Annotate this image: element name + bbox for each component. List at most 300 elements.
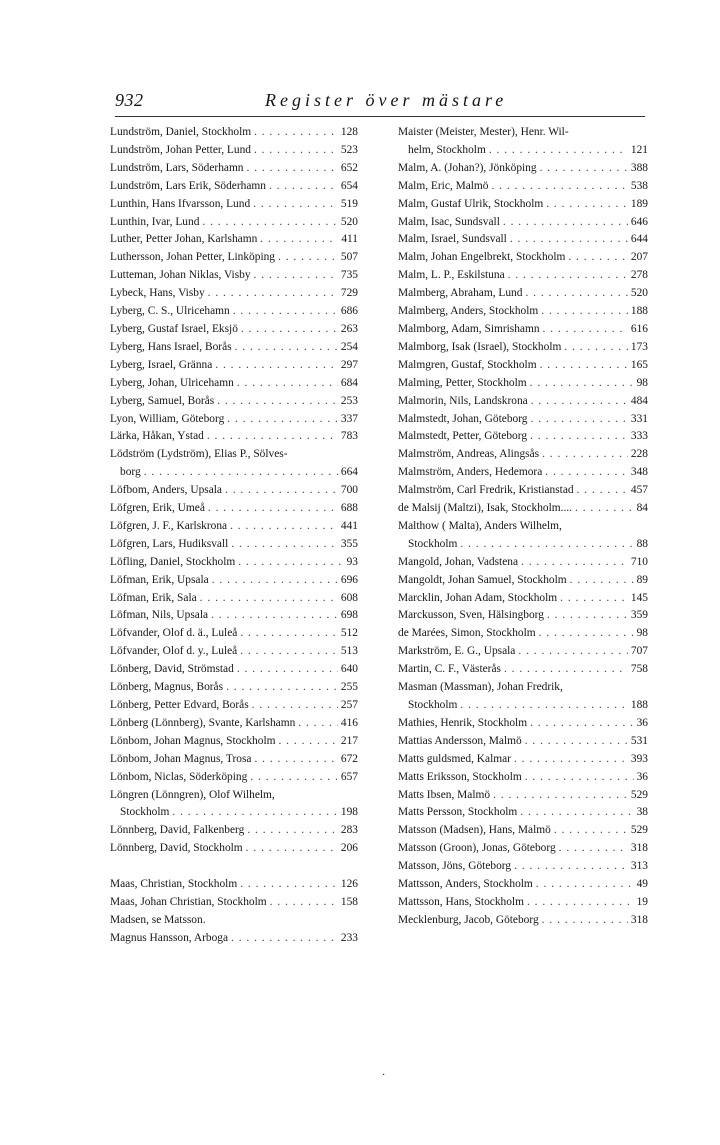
entry-page-number: 355 xyxy=(340,537,358,550)
index-entry xyxy=(110,357,358,375)
index-entry xyxy=(398,285,648,303)
dot-leader xyxy=(225,482,338,500)
entry-name: Lönnberg, David, Stockholm xyxy=(110,842,243,855)
entry-name: Löfgren, Erik, Umeå xyxy=(110,502,205,515)
entry-page-number: 206 xyxy=(340,842,358,855)
dot-leader xyxy=(525,769,634,787)
entry-name: Malmström, Carl Fredrik, Kristianstad xyxy=(398,484,574,497)
index-entry xyxy=(398,178,648,196)
entry-page-number: 519 xyxy=(340,197,358,210)
entry-name: Malmström, Anders, Hedemora xyxy=(398,466,543,479)
index-entry xyxy=(110,518,358,536)
dot-leader xyxy=(527,894,634,912)
index-entry xyxy=(398,572,648,590)
entry-page-number: 529 xyxy=(630,824,648,837)
index-entry xyxy=(398,464,648,482)
entry-name: Malmstedt, Petter, Göteborg xyxy=(398,430,528,443)
dot-leader xyxy=(541,303,628,321)
index-entry xyxy=(110,930,358,948)
entry-name: Matsson, Jöns, Göteborg xyxy=(398,860,512,873)
entry-page-number: 49 xyxy=(636,878,648,891)
dot-leader xyxy=(215,357,338,375)
dot-leader xyxy=(240,876,338,894)
entry-page-number: 189 xyxy=(630,197,648,210)
dot-leader xyxy=(208,285,338,303)
index-entry xyxy=(398,357,648,375)
entry-page-number: 735 xyxy=(340,269,358,282)
dot-leader xyxy=(518,643,628,661)
index-entry xyxy=(398,375,648,393)
entry-name: Lönberg (Lönnberg), Svante, Karlshamn xyxy=(110,716,296,729)
dot-leader xyxy=(227,411,338,429)
entry-name: Löfvander, Olof d. y., Luleå xyxy=(110,645,238,658)
index-entry xyxy=(398,590,648,608)
entry-name: Lönberg, Magnus, Borås xyxy=(110,681,224,694)
entry-page-number: 538 xyxy=(630,179,648,192)
entry-name: Löngren (Lönngren), Olof Wilhelm, xyxy=(110,788,275,801)
entry-page-number: 688 xyxy=(340,502,358,515)
index-entry xyxy=(398,411,648,429)
index-entry xyxy=(110,894,358,912)
index-entry xyxy=(110,428,358,446)
entry-name: Lyon, William, Göteborg xyxy=(110,412,225,425)
index-entry xyxy=(398,661,648,679)
dot-leader xyxy=(510,231,628,249)
entry-page-number: 93 xyxy=(346,555,358,568)
index-entry xyxy=(398,446,648,464)
index-entry xyxy=(110,536,358,554)
entry-name: Mangoldt, Johan Samuel, Stockholm xyxy=(398,573,567,586)
index-entry xyxy=(398,303,648,321)
entry-name: Löfling, Daniel, Stockholm xyxy=(110,555,236,568)
dot-leader xyxy=(212,572,338,590)
index-entry xyxy=(110,446,358,464)
entry-name: Lödström (Lydström), Elias P., Sölves- xyxy=(110,448,288,461)
dot-leader xyxy=(460,697,628,715)
index-entry xyxy=(110,607,358,625)
entry-name: Löfgren, Lars, Hudiksvall xyxy=(110,537,229,550)
entry-name: Mangold, Johan, Vadstena xyxy=(398,555,519,568)
entry-page-number: 520 xyxy=(340,215,358,228)
index-entry xyxy=(110,697,358,715)
entry-name: Löfman, Nils, Upsala xyxy=(110,609,209,622)
entry-name: Stockholm xyxy=(408,699,458,711)
entry-page-number: 652 xyxy=(340,161,358,174)
entry-page-number: 484 xyxy=(630,394,648,407)
index-entry xyxy=(110,267,358,285)
entry-page-number: 126 xyxy=(340,878,358,891)
entry-page-number: 233 xyxy=(340,931,358,944)
index-entry xyxy=(398,697,648,715)
entry-name: Malming, Petter, Stockholm xyxy=(398,376,527,389)
dot-leader xyxy=(217,393,338,411)
dot-leader xyxy=(547,607,628,625)
entry-name: Luthersson, Johan Petter, Linköping xyxy=(110,251,276,264)
entry-page-number: 520 xyxy=(630,287,648,300)
dot-leader xyxy=(554,822,628,840)
entry-page-number: 297 xyxy=(340,358,358,371)
entry-name: Malmberg, Anders, Stockholm xyxy=(398,305,539,318)
entry-name: Löfvander, Olof d. ä., Luleå xyxy=(110,627,238,640)
index-entry xyxy=(398,482,648,500)
index-entry xyxy=(398,339,648,357)
dot-leader xyxy=(530,375,634,393)
entry-name: Mattsson, Hans, Stockholm xyxy=(398,895,524,908)
dot-leader xyxy=(542,446,628,464)
entry-name: Lyberg, Johan, Ulricehamn xyxy=(110,376,234,389)
entry-page-number: 758 xyxy=(630,663,648,676)
entry-page-number: 507 xyxy=(340,251,358,264)
dot-leader xyxy=(298,715,338,733)
entry-page-number: 188 xyxy=(630,305,648,318)
dot-leader xyxy=(539,625,634,643)
entry-page-number: 393 xyxy=(630,752,648,765)
entry-name: Malmstedt, Johan, Göteborg xyxy=(398,412,528,425)
entry-page-number: 710 xyxy=(630,555,648,568)
dot-leader xyxy=(253,196,338,214)
entry-page-number: 198 xyxy=(340,806,358,819)
entry-page-number: 278 xyxy=(630,269,648,282)
index-entry xyxy=(398,804,648,822)
index-entry xyxy=(398,214,648,232)
dot-leader xyxy=(200,590,338,608)
dot-leader xyxy=(211,607,338,625)
entry-page-number: 88 xyxy=(636,537,648,550)
footer-mark: · xyxy=(382,1070,386,1081)
entry-name: Markström, E. G., Upsala xyxy=(398,645,516,658)
index-entry xyxy=(398,679,648,697)
index-entry xyxy=(398,822,648,840)
running-title: Register över mästare xyxy=(265,90,508,110)
index-entry xyxy=(398,267,648,285)
index-entry xyxy=(398,733,648,751)
entry-name: Luther, Petter Johan, Karlshamn xyxy=(110,233,258,246)
index-entry xyxy=(110,249,358,267)
entry-name: Lunthin, Ivar, Lund xyxy=(110,215,200,228)
entry-name: Malthow ( Malta), Anders Wilhelm, xyxy=(398,519,562,532)
entry-page-number: 337 xyxy=(340,412,358,425)
dot-leader xyxy=(231,930,338,948)
entry-page-number: 657 xyxy=(340,770,358,783)
entry-page-number: 283 xyxy=(340,824,358,837)
entry-name: Malm, Isac, Sundsvall xyxy=(398,215,500,228)
index-entry xyxy=(110,500,358,518)
index-entry xyxy=(110,787,358,805)
entry-name: Malmborg, Isak (Israel), Stockholm xyxy=(398,340,562,353)
dot-leader xyxy=(530,715,634,733)
dot-leader xyxy=(233,303,338,321)
page-number: 932 xyxy=(115,90,144,110)
entry-page-number: 313 xyxy=(630,860,648,873)
index-entry xyxy=(110,840,358,858)
entry-name: Malm, Israel, Sundsvall xyxy=(398,233,507,246)
dot-leader xyxy=(247,822,338,840)
index-entry xyxy=(398,876,648,894)
entry-name: Löfgren, J. F., Karlskrona xyxy=(110,519,228,532)
dot-leader xyxy=(542,912,628,930)
dot-leader xyxy=(540,160,628,178)
entry-name: Stockholm xyxy=(408,537,458,550)
entry-page-number: 19 xyxy=(636,895,648,908)
dot-leader xyxy=(237,661,338,679)
entry-page-number: 121 xyxy=(630,143,648,156)
entry-page-number: 145 xyxy=(630,591,648,604)
entry-name: Lönbom, Johan Magnus, Stockholm xyxy=(110,734,276,747)
index-entry xyxy=(398,787,648,805)
dot-leader xyxy=(254,751,337,769)
dot-leader xyxy=(508,267,628,285)
dot-leader xyxy=(240,625,338,643)
index-entry xyxy=(110,464,358,482)
entry-page-number: 672 xyxy=(340,752,358,765)
entry-name: Marckusson, Sven, Hälsingborg xyxy=(398,609,544,622)
entry-page-number: 188 xyxy=(630,699,648,711)
dot-leader xyxy=(559,840,628,858)
index-entry xyxy=(398,625,648,643)
entry-page-number: 696 xyxy=(340,573,358,586)
index-entry xyxy=(110,661,358,679)
entry-page-number: 318 xyxy=(630,842,648,855)
index-entry xyxy=(398,840,648,858)
dot-leader xyxy=(252,697,338,715)
entry-name: Malmgren, Gustaf, Stockholm xyxy=(398,358,537,371)
entry-page-number: 36 xyxy=(636,770,648,783)
index-entry xyxy=(110,769,358,787)
entry-page-number: 640 xyxy=(340,663,358,676)
dot-leader xyxy=(577,482,628,500)
entry-name: Matts Ibsen, Malmö xyxy=(398,788,491,801)
index-entry xyxy=(398,249,648,267)
page-header xyxy=(115,90,645,117)
entry-page-number: 457 xyxy=(630,484,648,497)
entry-name: de Marées, Simon, Stockholm xyxy=(398,627,536,640)
dot-leader xyxy=(254,124,338,142)
entry-page-number: 686 xyxy=(340,305,358,318)
dot-leader xyxy=(269,178,338,196)
entry-name: Magnus Hansson, Arboga xyxy=(110,931,229,944)
dot-leader xyxy=(208,500,338,518)
entry-name: Löfman, Erik, Upsala xyxy=(110,573,209,586)
dot-leader xyxy=(278,249,338,267)
index-entry xyxy=(110,339,358,357)
dot-leader xyxy=(230,518,338,536)
entry-name: Lundström, Lars, Söderhamn xyxy=(110,161,244,174)
index-entry xyxy=(110,679,358,697)
dot-leader xyxy=(564,339,628,357)
entry-name: Malm, Johan Engelbrekt, Stockholm xyxy=(398,251,566,264)
entry-page-number: 616 xyxy=(630,322,648,335)
entry-name: Lundström, Daniel, Stockholm xyxy=(110,126,252,138)
entry-name: Matts Persson, Stockholm xyxy=(398,806,518,819)
index-entry xyxy=(398,607,648,625)
index-entry xyxy=(110,751,358,769)
index-entry xyxy=(398,715,648,733)
entry-name: Malm, Eric, Malmö xyxy=(398,179,489,192)
index-entry xyxy=(110,196,358,214)
index-entry xyxy=(398,160,648,178)
dot-leader xyxy=(531,411,628,429)
entry-page-number: 388 xyxy=(630,161,648,174)
entry-name: Malm, Gustaf Ulrik, Stockholm xyxy=(398,197,544,210)
index-entry xyxy=(398,894,648,912)
entry-name: borg xyxy=(120,466,141,479)
dot-leader xyxy=(270,894,338,912)
dot-leader xyxy=(207,428,338,446)
dot-leader xyxy=(525,285,627,303)
section-gap xyxy=(110,858,358,876)
entry-name: helm, Stockholm xyxy=(408,143,486,156)
dot-leader xyxy=(260,231,338,249)
index-entry xyxy=(398,393,648,411)
entry-page-number: 38 xyxy=(636,806,648,819)
index-entry xyxy=(110,876,358,894)
entry-page-number: 529 xyxy=(630,788,648,801)
entry-name: Mecklenburg, Jacob, Göteborg xyxy=(398,913,539,926)
entry-name: Maister (Meister, Mester), Henr. Wil- xyxy=(398,126,569,138)
index-entry xyxy=(110,160,358,178)
entry-page-number: 608 xyxy=(340,591,358,604)
entry-page-number: 98 xyxy=(636,376,648,389)
entry-name: Lönbom, Johan Magnus, Trosa xyxy=(110,752,252,765)
entry-page-number: 646 xyxy=(630,215,648,228)
entry-name: Madsen, se Matsson. xyxy=(110,913,206,926)
dot-leader xyxy=(521,554,628,572)
entry-page-number: 441 xyxy=(340,519,358,532)
entry-page-number: 84 xyxy=(636,502,648,515)
entry-name: Stockholm xyxy=(120,806,170,819)
dot-leader xyxy=(545,464,628,482)
entry-name: Lönnberg, David, Falkenberg xyxy=(110,824,245,837)
index-entry xyxy=(110,643,358,661)
entry-name: Malmborg, Adam, Simrishamn xyxy=(398,322,540,335)
dot-leader xyxy=(540,357,628,375)
index-entry xyxy=(110,411,358,429)
index-entry xyxy=(398,321,648,339)
entry-name: Lönberg, David, Strömstad xyxy=(110,663,234,676)
index-entry xyxy=(398,554,648,572)
index-entry xyxy=(398,769,648,787)
entry-name: Lundström, Johan Petter, Lund xyxy=(110,143,251,156)
entry-name: Matts guldsmed, Kalmar xyxy=(398,752,511,765)
entry-page-number: 207 xyxy=(630,251,648,264)
dot-leader xyxy=(560,590,628,608)
entry-page-number: 257 xyxy=(340,699,358,711)
entry-name: Lyberg, C. S., Ulricehamn xyxy=(110,305,230,318)
dot-leader xyxy=(172,804,338,822)
entry-name: Malm, L. P., Eskilstuna xyxy=(398,269,505,282)
entry-page-number: 165 xyxy=(630,358,648,371)
index-entry xyxy=(110,482,358,500)
entry-page-number: 523 xyxy=(340,143,358,156)
entry-page-number: 318 xyxy=(630,913,648,926)
dot-leader xyxy=(514,751,628,769)
index-entry xyxy=(398,858,648,876)
index-entry xyxy=(110,124,358,142)
dot-leader xyxy=(543,321,628,339)
entry-name: Malm, A. (Johan?), Jönköping xyxy=(398,161,537,174)
entry-page-number: 173 xyxy=(630,340,648,353)
entry-name: Lönberg, Petter Edvard, Borås xyxy=(110,699,249,711)
entry-page-number: 254 xyxy=(340,340,358,353)
index-entry xyxy=(398,196,648,214)
entry-page-number: 654 xyxy=(340,179,358,192)
index-entry xyxy=(398,643,648,661)
index-entry xyxy=(110,590,358,608)
index-entry xyxy=(398,124,648,142)
entry-name: Matts Eriksson, Stockholm xyxy=(398,770,522,783)
entry-page-number: 36 xyxy=(636,716,648,729)
index-entry xyxy=(110,822,358,840)
entry-page-number: 700 xyxy=(340,484,358,497)
entry-page-number: 128 xyxy=(340,126,358,138)
entry-name: Martin, C. F., Västerås xyxy=(398,663,501,676)
dot-leader xyxy=(489,142,628,160)
entry-name: de Malsij (Maltzi), Isak, Stockholm.... xyxy=(398,502,572,515)
dot-leader xyxy=(254,267,338,285)
entry-name: Masman (Massman), Johan Fredrik, xyxy=(398,681,563,694)
entry-page-number: 348 xyxy=(630,466,648,479)
entry-page-number: 98 xyxy=(636,627,648,640)
dot-leader xyxy=(278,733,337,751)
dot-leader xyxy=(144,464,338,482)
index-entry xyxy=(110,303,358,321)
dot-leader xyxy=(503,214,628,232)
dot-leader xyxy=(241,321,338,339)
entry-name: Malmberg, Abraham, Lund xyxy=(398,287,523,300)
entry-name: Maas, Johan Christian, Stockholm xyxy=(110,895,267,908)
index-entry xyxy=(110,285,358,303)
entry-page-number: 411 xyxy=(341,233,358,246)
entry-name: Löfman, Erik, Sala xyxy=(110,591,197,604)
index-entry xyxy=(110,554,358,572)
entry-page-number: 707 xyxy=(630,645,648,658)
dot-leader xyxy=(536,876,634,894)
entry-name: Lyberg, Hans Israel, Borås xyxy=(110,340,232,353)
entry-page-number: 513 xyxy=(340,645,358,658)
index-entry xyxy=(110,912,358,930)
dot-leader xyxy=(231,536,338,554)
entry-name: Malmström, Andreas, Alingsås xyxy=(398,448,540,461)
entry-page-number: 263 xyxy=(340,322,358,335)
dot-leader xyxy=(235,339,338,357)
index-entry xyxy=(110,375,358,393)
index-entry xyxy=(110,178,358,196)
entry-name: Malmorin, Nils, Landskrona xyxy=(398,394,528,407)
dot-leader xyxy=(491,178,627,196)
entry-name: Marcklin, Johan Adam, Stockholm xyxy=(398,591,558,604)
entry-page-number: 228 xyxy=(630,448,648,461)
entry-name: Lärka, Håkan, Ystad xyxy=(110,430,204,443)
entry-name: Mattsson, Anders, Stockholm xyxy=(398,878,533,891)
entry-page-number: 416 xyxy=(340,716,358,729)
index-entry xyxy=(398,500,648,518)
right-column xyxy=(398,124,648,930)
dot-leader xyxy=(238,554,343,572)
entry-page-number: 644 xyxy=(630,233,648,246)
dot-leader xyxy=(237,375,338,393)
entry-page-number: 531 xyxy=(630,734,648,747)
entry-name: Löfbom, Anders, Upsala xyxy=(110,484,222,497)
dot-leader xyxy=(202,214,338,232)
dot-leader xyxy=(240,643,338,661)
entry-page-number: 253 xyxy=(340,394,358,407)
index-entry xyxy=(398,912,648,930)
entry-name: Lunthin, Hans Ifvarsson, Lund xyxy=(110,197,251,210)
index-entry xyxy=(110,804,358,822)
dot-leader xyxy=(514,858,628,876)
entry-name: Lundström, Lars Erik, Söderhamn xyxy=(110,179,266,192)
dot-leader xyxy=(504,661,628,679)
